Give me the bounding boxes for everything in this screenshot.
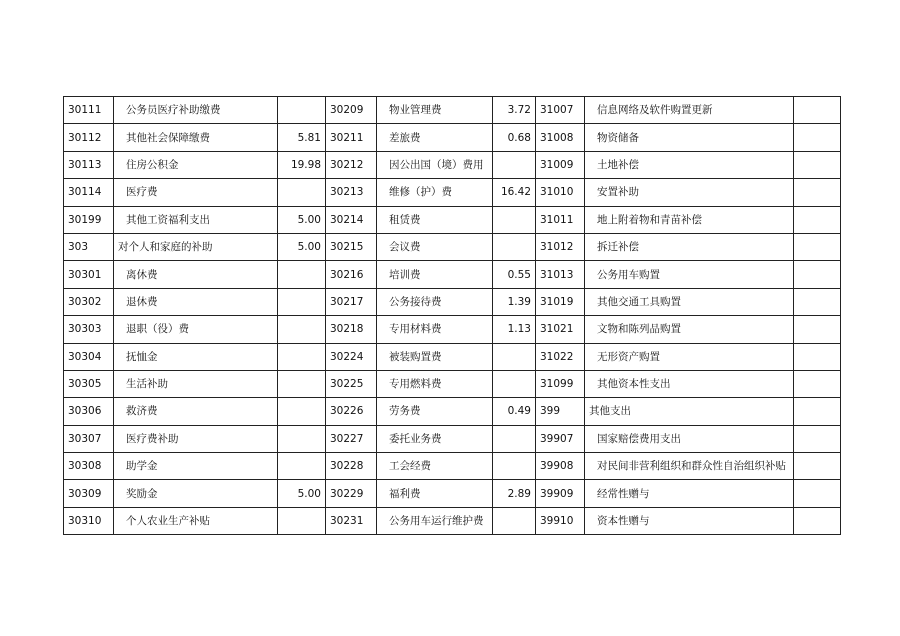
expense-code-cell: 30199 — [64, 206, 114, 233]
expense-amount-cell — [794, 316, 841, 343]
expense-amount-cell — [278, 179, 326, 206]
expense-amount-cell: 1.13 — [493, 316, 536, 343]
expense-name-cell: 维修（护）费 — [377, 179, 493, 206]
expense-code-cell: 30217 — [326, 288, 377, 315]
expense-amount-cell: 19.98 — [278, 151, 326, 178]
expense-amount-cell — [794, 206, 841, 233]
expense-code-cell: 30310 — [64, 507, 114, 534]
expense-name-cell: 退职（役）费 — [114, 316, 278, 343]
expense-code-cell: 31012 — [536, 233, 585, 260]
expense-amount-cell — [278, 398, 326, 425]
expense-code-cell: 30112 — [64, 124, 114, 151]
expense-name-cell: 因公出国（境）费用 — [377, 151, 493, 178]
expense-name-cell: 医疗费 — [114, 179, 278, 206]
expense-name-cell: 资本性赠与 — [585, 507, 794, 534]
expense-name-cell: 救济费 — [114, 398, 278, 425]
expense-code-cell: 399 — [536, 398, 585, 425]
expense-amount-cell — [493, 507, 536, 534]
expense-name-cell: 退休费 — [114, 288, 278, 315]
expense-name-cell: 生活补助 — [114, 370, 278, 397]
expense-name-cell: 公务接待费 — [377, 288, 493, 315]
table-row — [64, 97, 841, 124]
expense-code-cell: 31007 — [536, 97, 585, 124]
expense-code-cell: 30111 — [64, 97, 114, 124]
expense-amount-cell — [794, 179, 841, 206]
table-row — [64, 288, 841, 315]
expense-amount-cell — [278, 507, 326, 534]
expense-amount-cell — [493, 233, 536, 260]
expense-amount-cell — [493, 370, 536, 397]
expense-code-cell: 31099 — [536, 370, 585, 397]
expense-code-cell: 30302 — [64, 288, 114, 315]
table-row — [64, 316, 841, 343]
expense-code-cell: 30211 — [326, 124, 377, 151]
expense-name-cell: 劳务费 — [377, 398, 493, 425]
expense-name-cell: 其他支出 — [585, 398, 794, 425]
expense-code-cell: 31010 — [536, 179, 585, 206]
expense-code-cell: 30212 — [326, 151, 377, 178]
expense-name-cell: 离休费 — [114, 261, 278, 288]
expense-amount-cell — [493, 343, 536, 370]
expense-name-cell: 个人农业生产补贴 — [114, 507, 278, 534]
table-row — [64, 480, 841, 507]
expense-amount-cell — [278, 261, 326, 288]
expense-name-cell: 培训费 — [377, 261, 493, 288]
table-row — [64, 507, 841, 534]
expense-code-cell: 31011 — [536, 206, 585, 233]
expense-code-cell: 31021 — [536, 316, 585, 343]
expense-name-cell: 信息网络及软件购置更新 — [585, 97, 794, 124]
expense-name-cell: 物资储备 — [585, 124, 794, 151]
expense-amount-cell — [278, 370, 326, 397]
table-body — [64, 97, 841, 535]
expense-code-cell: 30309 — [64, 480, 114, 507]
expense-name-cell: 奖励金 — [114, 480, 278, 507]
expense-code-cell: 30307 — [64, 425, 114, 452]
expense-code-cell: 30229 — [326, 480, 377, 507]
expense-code-cell: 30209 — [326, 97, 377, 124]
expense-amount-cell: 5.00 — [278, 233, 326, 260]
table-row — [64, 151, 841, 178]
expense-name-cell: 委托业务费 — [377, 425, 493, 452]
expense-code-cell: 39909 — [536, 480, 585, 507]
expense-amount-cell — [278, 316, 326, 343]
expense-name-cell: 抚恤金 — [114, 343, 278, 370]
expense-name-cell: 其他工资福利支出 — [114, 206, 278, 233]
table-row — [64, 370, 841, 397]
expense-code-cell: 31008 — [536, 124, 585, 151]
expense-amount-cell — [794, 453, 841, 480]
expense-amount-cell — [794, 288, 841, 315]
expense-name-cell: 公务用车运行维护费 — [377, 507, 493, 534]
expense-name-cell: 地上附着物和青苗补偿 — [585, 206, 794, 233]
expense-name-cell: 助学金 — [114, 453, 278, 480]
expense-amount-cell — [493, 425, 536, 452]
expense-name-cell: 租赁费 — [377, 206, 493, 233]
expense-amount-cell — [794, 124, 841, 151]
expense-name-cell: 会议费 — [377, 233, 493, 260]
expense-code-cell: 30113 — [64, 151, 114, 178]
expense-name-cell: 专用材料费 — [377, 316, 493, 343]
expense-code-cell: 30303 — [64, 316, 114, 343]
expense-name-cell: 医疗费补助 — [114, 425, 278, 452]
expense-amount-cell: 5.00 — [278, 480, 326, 507]
expense-name-cell: 专用燃料费 — [377, 370, 493, 397]
expense-amount-cell — [794, 261, 841, 288]
expense-amount-cell — [493, 206, 536, 233]
expense-amount-cell: 0.68 — [493, 124, 536, 151]
expense-name-cell: 公务用车购置 — [585, 261, 794, 288]
expense-code-cell: 30225 — [326, 370, 377, 397]
table-row — [64, 453, 841, 480]
expense-amount-cell — [794, 480, 841, 507]
expense-name-cell: 福利费 — [377, 480, 493, 507]
expense-code-cell: 30228 — [326, 453, 377, 480]
expense-name-cell: 拆迁补偿 — [585, 233, 794, 260]
table-row — [64, 233, 841, 260]
expense-amount-cell — [493, 453, 536, 480]
expense-code-cell: 30308 — [64, 453, 114, 480]
expense-code-cell: 303 — [64, 233, 114, 260]
expense-name-cell: 对个人和家庭的补助 — [114, 233, 278, 260]
expense-amount-cell: 5.00 — [278, 206, 326, 233]
expense-code-cell: 31013 — [536, 261, 585, 288]
expense-amount-cell: 3.72 — [493, 97, 536, 124]
expense-amount-cell — [493, 151, 536, 178]
expense-code-cell: 30216 — [326, 261, 377, 288]
table-row — [64, 179, 841, 206]
expense-name-cell: 土地补偿 — [585, 151, 794, 178]
expense-amount-cell: 5.81 — [278, 124, 326, 151]
expense-name-cell: 被装购置费 — [377, 343, 493, 370]
expense-name-cell: 差旅费 — [377, 124, 493, 151]
expense-amount-cell — [794, 398, 841, 425]
expense-code-cell: 30306 — [64, 398, 114, 425]
expense-name-cell: 住房公积金 — [114, 151, 278, 178]
expense-name-cell: 公务员医疗补助缴费 — [114, 97, 278, 124]
table-row — [64, 124, 841, 151]
expense-amount-cell — [278, 343, 326, 370]
expense-amount-cell: 0.49 — [493, 398, 536, 425]
expense-name-cell: 其他资本性支出 — [585, 370, 794, 397]
table-row — [64, 261, 841, 288]
expense-code-cell: 30213 — [326, 179, 377, 206]
expense-name-cell: 物业管理费 — [377, 97, 493, 124]
expense-code-cell: 39910 — [536, 507, 585, 534]
expense-amount-cell — [794, 97, 841, 124]
expense-name-cell: 无形资产购置 — [585, 343, 794, 370]
expense-code-cell: 30218 — [326, 316, 377, 343]
expense-code-cell: 39908 — [536, 453, 585, 480]
expense-code-cell: 30231 — [326, 507, 377, 534]
expense-code-cell: 30301 — [64, 261, 114, 288]
expense-amount-cell — [794, 343, 841, 370]
expense-code-cell: 30114 — [64, 179, 114, 206]
expense-amount-cell: 16.42 — [493, 179, 536, 206]
expense-amount-cell — [794, 507, 841, 534]
budget-expenditure-table — [63, 96, 841, 535]
expense-code-cell: 30226 — [326, 398, 377, 425]
expense-name-cell: 其他交通工具购置 — [585, 288, 794, 315]
expense-name-cell: 工会经费 — [377, 453, 493, 480]
expense-code-cell: 39907 — [536, 425, 585, 452]
expense-code-cell: 31009 — [536, 151, 585, 178]
expense-amount-cell: 1.39 — [493, 288, 536, 315]
expense-amount-cell — [794, 151, 841, 178]
table-row — [64, 343, 841, 370]
expense-name-cell: 其他社会保障缴费 — [114, 124, 278, 151]
expense-code-cell: 31019 — [536, 288, 585, 315]
expense-code-cell: 30215 — [326, 233, 377, 260]
expense-amount-cell: 0.55 — [493, 261, 536, 288]
expense-amount-cell: 2.89 — [493, 480, 536, 507]
expense-amount-cell — [794, 425, 841, 452]
expense-amount-cell — [278, 288, 326, 315]
expense-amount-cell — [794, 370, 841, 397]
table-row — [64, 398, 841, 425]
expense-code-cell: 30224 — [326, 343, 377, 370]
expense-code-cell: 30214 — [326, 206, 377, 233]
expense-name-cell: 国家赔偿费用支出 — [585, 425, 794, 452]
expense-amount-cell — [794, 233, 841, 260]
expense-code-cell: 30305 — [64, 370, 114, 397]
expense-code-cell: 30304 — [64, 343, 114, 370]
expense-name-cell: 对民间非营利组织和群众性自治组织补贴 — [585, 453, 794, 480]
expense-name-cell: 文物和陈列品购置 — [585, 316, 794, 343]
expense-code-cell: 31022 — [536, 343, 585, 370]
table-row — [64, 206, 841, 233]
expense-amount-cell — [278, 453, 326, 480]
expense-name-cell: 安置补助 — [585, 179, 794, 206]
expense-amount-cell — [278, 97, 326, 124]
expense-code-cell: 30227 — [326, 425, 377, 452]
expense-name-cell: 经常性赠与 — [585, 480, 794, 507]
table-row — [64, 425, 841, 452]
expense-amount-cell — [278, 425, 326, 452]
